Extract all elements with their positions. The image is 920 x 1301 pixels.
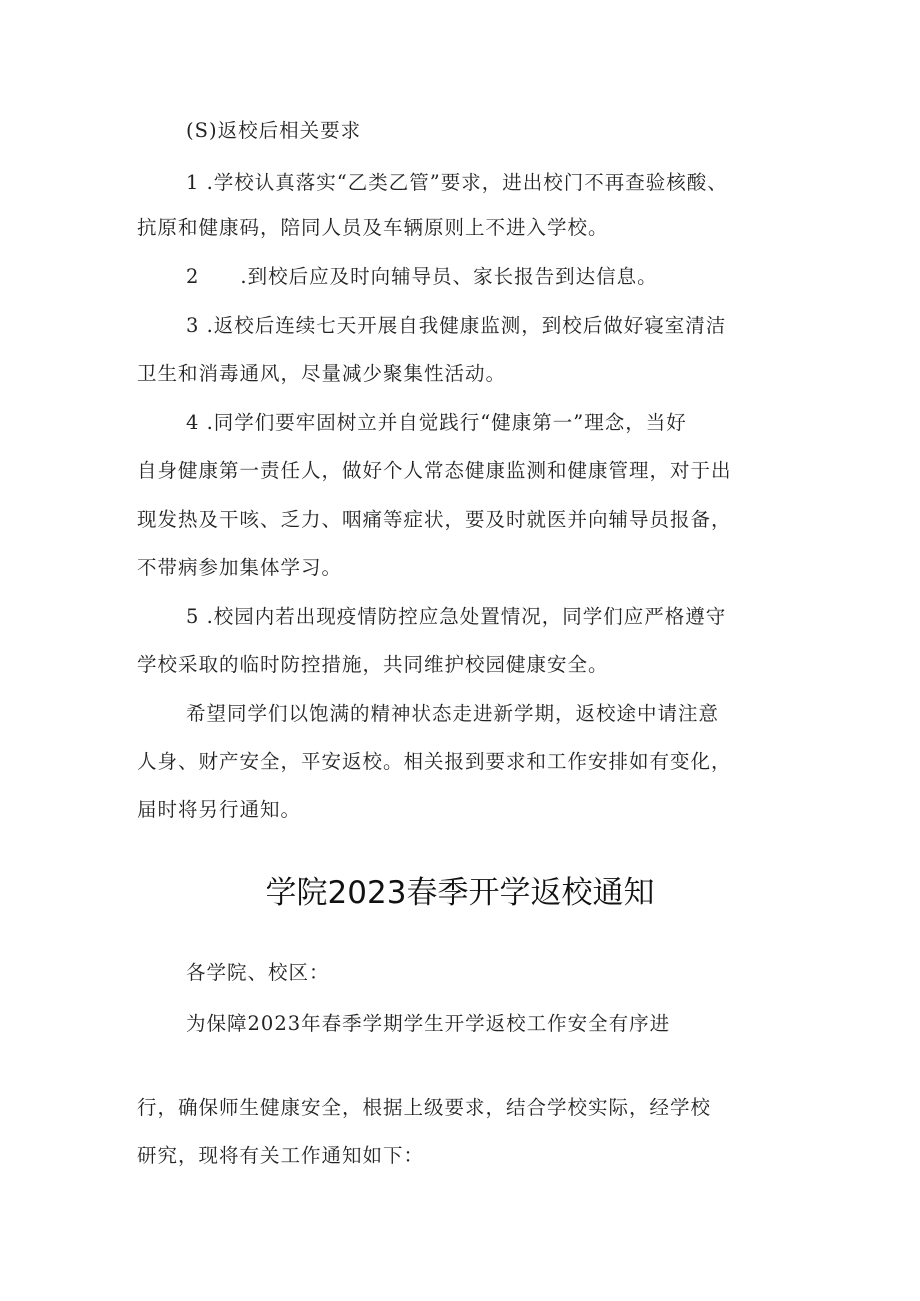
paragraph-line: 2 .到校后应及时向辅导员、家长报告到达信息。	[186, 265, 658, 288]
paragraph-line: 届时将另行通知。	[137, 798, 302, 821]
paragraph-line: 抗原和健康码，陪同人员及车辆原则上不进入学校。	[137, 216, 609, 239]
paragraph-line: 卫生和消毒通风，尽量减少聚集性活动。	[137, 362, 507, 385]
paragraph-line: 1 .学校认真落实“乙类乙管”要求，进出校门不再查验核酸、	[186, 171, 728, 194]
paragraph-line: 4 .同学们要牢固树立并自觉践行“健康第一”理念，当好	[186, 411, 687, 434]
paragraph-line: 行，确保师生健康安全，根据上级要求，结合学校实际，经学校	[137, 1096, 712, 1119]
salutation: 各学院、校区：	[186, 961, 330, 984]
paragraph-line: 人身、财产安全，平安返校。相关报到要求和工作安排如有变化，	[137, 750, 732, 773]
paragraph-line: 自身健康第一责任人，做好个人常态健康监测和健康管理，对于出	[137, 459, 732, 482]
section-heading: (S)返校后相关要求	[186, 119, 362, 142]
paragraph-line: 不带病参加集体学习。	[137, 556, 343, 579]
paragraph-line: 现发热及干咳、乏力、咽痛等症状，要及时就医并向辅导员报备，	[137, 508, 732, 531]
intro-first-line: 为保障2023年春季学期学生开学返校工作安全有序进	[186, 1012, 671, 1035]
paragraph-line: 研究，现将有关工作通知如下：	[137, 1144, 425, 1167]
paragraph-line: 5 .校园内若出现疫情防控应急处置情况，同学们应严格遵守	[186, 605, 727, 628]
paragraph-line: 学校采取的临时防控措施，共同维护校园健康安全。	[137, 653, 609, 676]
notice-title: 学院2023春季开学返校通知	[265, 875, 655, 911]
paragraph-line: 希望同学们以饱满的精神状态走进新学期，返校途中请注意	[186, 702, 720, 725]
paragraph-line: 3 .返校后连续七天开展自我健康监测，到校后做好寝室清洁	[186, 314, 727, 337]
